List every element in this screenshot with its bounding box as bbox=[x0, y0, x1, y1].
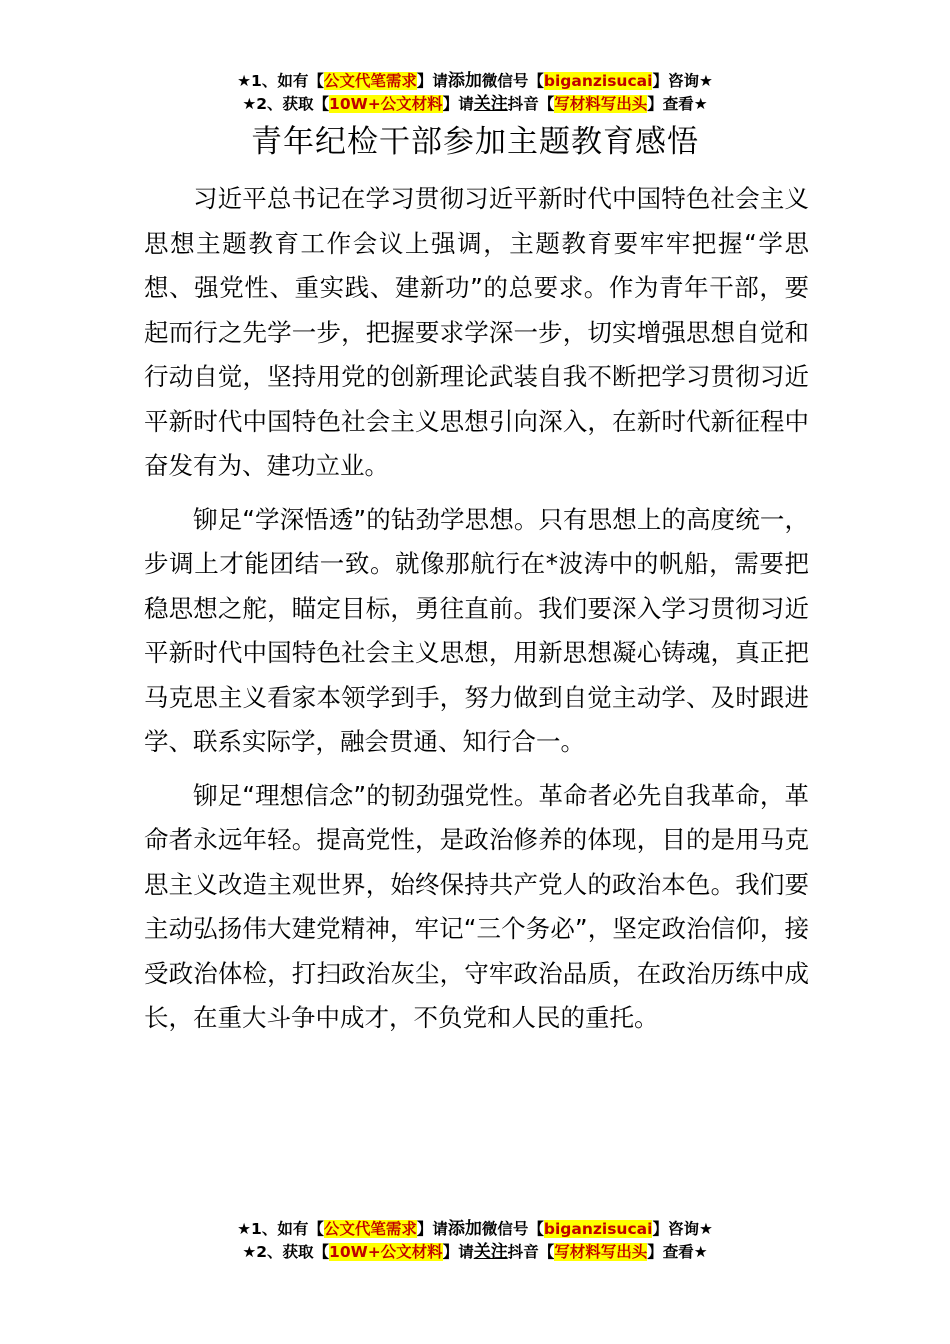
ad-emphasis: 关注 bbox=[473, 94, 508, 114]
ad-highlight: 公文代笔需求 bbox=[323, 1220, 417, 1238]
douyin-id-highlight: 写材料写出头 bbox=[554, 1243, 648, 1261]
footer-ad-line-1 bbox=[0, 1218, 950, 1240]
ad-highlight: 公文代笔需求 bbox=[323, 72, 417, 90]
ad-emphasis: 添加 bbox=[447, 71, 482, 91]
ad-highlight: 10W+公文材料 bbox=[329, 95, 443, 113]
ad-text: 抖音【 bbox=[507, 95, 555, 113]
ad-emphasis: 关注 bbox=[473, 1242, 508, 1262]
ad-text: 微信号【 bbox=[481, 72, 544, 90]
ad-text: 】请 bbox=[442, 95, 474, 113]
wechat-id-highlight: biganzisucai bbox=[543, 1220, 653, 1238]
ad-text: 】咨询★ bbox=[652, 72, 713, 90]
paragraph-2: 铆足“学深悟透”的钻劲学思想。只有思想上的高度统一，步调上才能团结一致。就像那航行在*波涛中的帆船，需要把稳思想之舵，瞄定目标，勇往直前。我们要深入学习贯彻习近平新时代中国特色社会主义思想，用新思想凝心铸魂，真正把马克思主义看家本领学到手，努力做到自觉主动学、及时跟进学、联系实际学，融会贯通、知行合一。 bbox=[144, 504, 809, 756]
ad-text: ★1、如有【 bbox=[237, 72, 324, 90]
ad-text: ★2、获取【 bbox=[242, 1243, 330, 1261]
ad-text: 】咨询★ bbox=[652, 1220, 713, 1238]
ad-text: 】请 bbox=[442, 1243, 474, 1261]
document-title: 青年纪检干部参加主题教育感悟 bbox=[251, 124, 699, 160]
ad-text: ★2、获取【 bbox=[242, 95, 330, 113]
ad-text: ★1、如有【 bbox=[237, 1220, 324, 1238]
footer-ad-line-2 bbox=[0, 1241, 950, 1263]
ad-emphasis: 添加 bbox=[447, 1219, 482, 1239]
header-ad-line-2 bbox=[0, 93, 950, 115]
ad-text: 】查看★ bbox=[647, 1243, 708, 1261]
header-ad-line-1 bbox=[0, 70, 950, 92]
ad-text: 微信号【 bbox=[481, 1220, 544, 1238]
ad-text: 】请 bbox=[416, 1220, 448, 1238]
douyin-id-highlight: 写材料写出头 bbox=[554, 95, 648, 113]
paragraph-3: 铆足“理想信念”的韧劲强党性。革命者必先自我革命，革命者永远年轻。提高党性，是政治修养的体现，目的是用马克思主义改造主观世界，始终保持共产党人的政治本色。我们要主动弘扬伟大建党精神，牢记“三个务必”，坚定政治信仰，接受政治体检，打扫政治灰尘，守牢政治品质，在政治历练中成长，在重大斗争中成才，不负党和人民的重托。 bbox=[144, 780, 809, 1032]
ad-text: 】请 bbox=[416, 72, 448, 90]
paragraph-1: 习近平总书记在学习贯彻习近平新时代中国特色社会主义思想主题教育工作会议上强调，主题教育要牢牢把握“学思想、强党性、重实践、建新功”的总要求。作为青年干部，要起而行之先学一步，把握要求学深一步，切实增强思想自觉和行动自觉，坚持用党的创新理论武装自我不断把学习贯彻习近平新时代中国特色社会主义思想引向深入，在新时代新征程中奋发有为、建功立业。 bbox=[144, 184, 809, 480]
ad-text: 】查看★ bbox=[647, 95, 708, 113]
ad-highlight: 10W+公文材料 bbox=[329, 1243, 443, 1261]
wechat-id-highlight: biganzisucai bbox=[543, 72, 653, 90]
document-body bbox=[144, 177, 809, 1041]
ad-text: 抖音【 bbox=[507, 1243, 555, 1261]
